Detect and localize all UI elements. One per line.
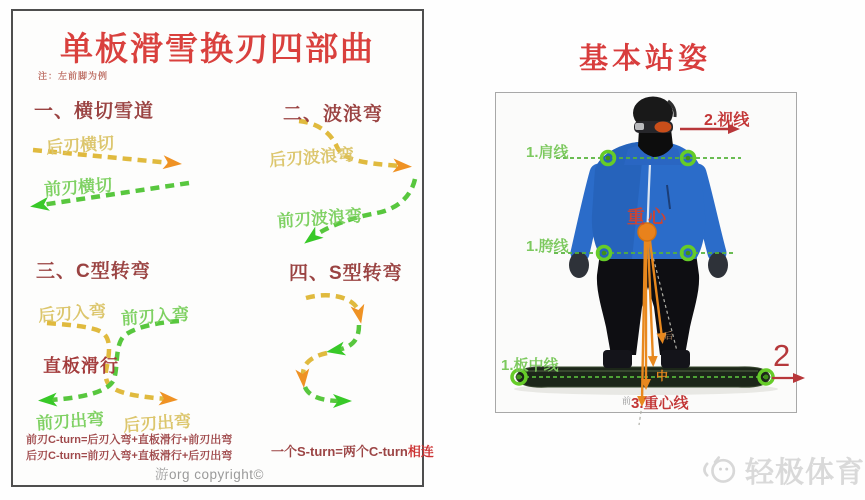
weight-middle-label: 中: [656, 369, 669, 383]
section3-front-out-label: 前刃出弯: [35, 409, 105, 434]
section2-front-edge-label: 前刃波浪弯: [276, 206, 363, 231]
section1-back-edge-label: 后刃横切: [45, 133, 115, 158]
section2-heading: 二、波浪弯: [283, 104, 384, 125]
right-panel-title: 基本站姿: [578, 43, 711, 75]
edge-change-panel: [11, 9, 434, 487]
gravity-line-label: 3.重心线: [631, 395, 689, 412]
section1-front-edge-label: 前刃横切: [43, 175, 113, 200]
weight-back-label: 后: [664, 331, 674, 341]
c-turn-formula-front: 前刃C-turn=后刃入弯+直板滑行+前刃出弯: [26, 434, 233, 446]
section3-back-in-label: 后刃入弯: [37, 301, 107, 326]
section3-straight-glide-label: 直板滑行: [43, 356, 119, 376]
section3-back-out-label: 后刃出弯: [122, 411, 192, 436]
shoulder-line-label: 1.肩线: [526, 144, 569, 161]
s-turn-formula-main: 一个S-turn=两个C-turn: [271, 444, 408, 459]
weight-front-label: 前: [622, 396, 632, 406]
left-panel-title: 单板滑雪换刃四部曲: [60, 30, 375, 67]
board-center-line-label: 1.板中线: [501, 357, 559, 374]
section4-heading: 四、S型转弯: [289, 263, 403, 284]
left-panel-note: 注：左前脚为例: [38, 71, 109, 81]
c-turn-formula-back: 后刃C-turn=前刃入弯+直板滑行+后刃出弯: [26, 450, 233, 462]
copyright-text: 游org copyright©: [155, 467, 264, 482]
center-of-gravity-label: 重心: [627, 207, 669, 227]
stance-photo-panel: [495, 92, 797, 413]
section2-back-edge-label: 后刃波浪弯: [268, 145, 355, 170]
s-turn-formula: [271, 441, 434, 460]
hip-line-label: 1.胯线: [526, 238, 569, 255]
s-turn-formula-accent: 相连: [407, 444, 434, 459]
sight-line-label: 2.视线: [704, 112, 750, 129]
brand-watermark-text: 轻极体育: [744, 456, 865, 489]
section1-heading: 一、横切雪道: [34, 101, 155, 122]
section3-front-in-label: 前刃入弯: [120, 304, 190, 329]
section3-heading: 三、C型转弯: [36, 261, 151, 282]
edge-number-label: 2: [773, 338, 791, 373]
brand-logo-icon: [700, 450, 741, 490]
brand-watermark: [700, 444, 865, 496]
